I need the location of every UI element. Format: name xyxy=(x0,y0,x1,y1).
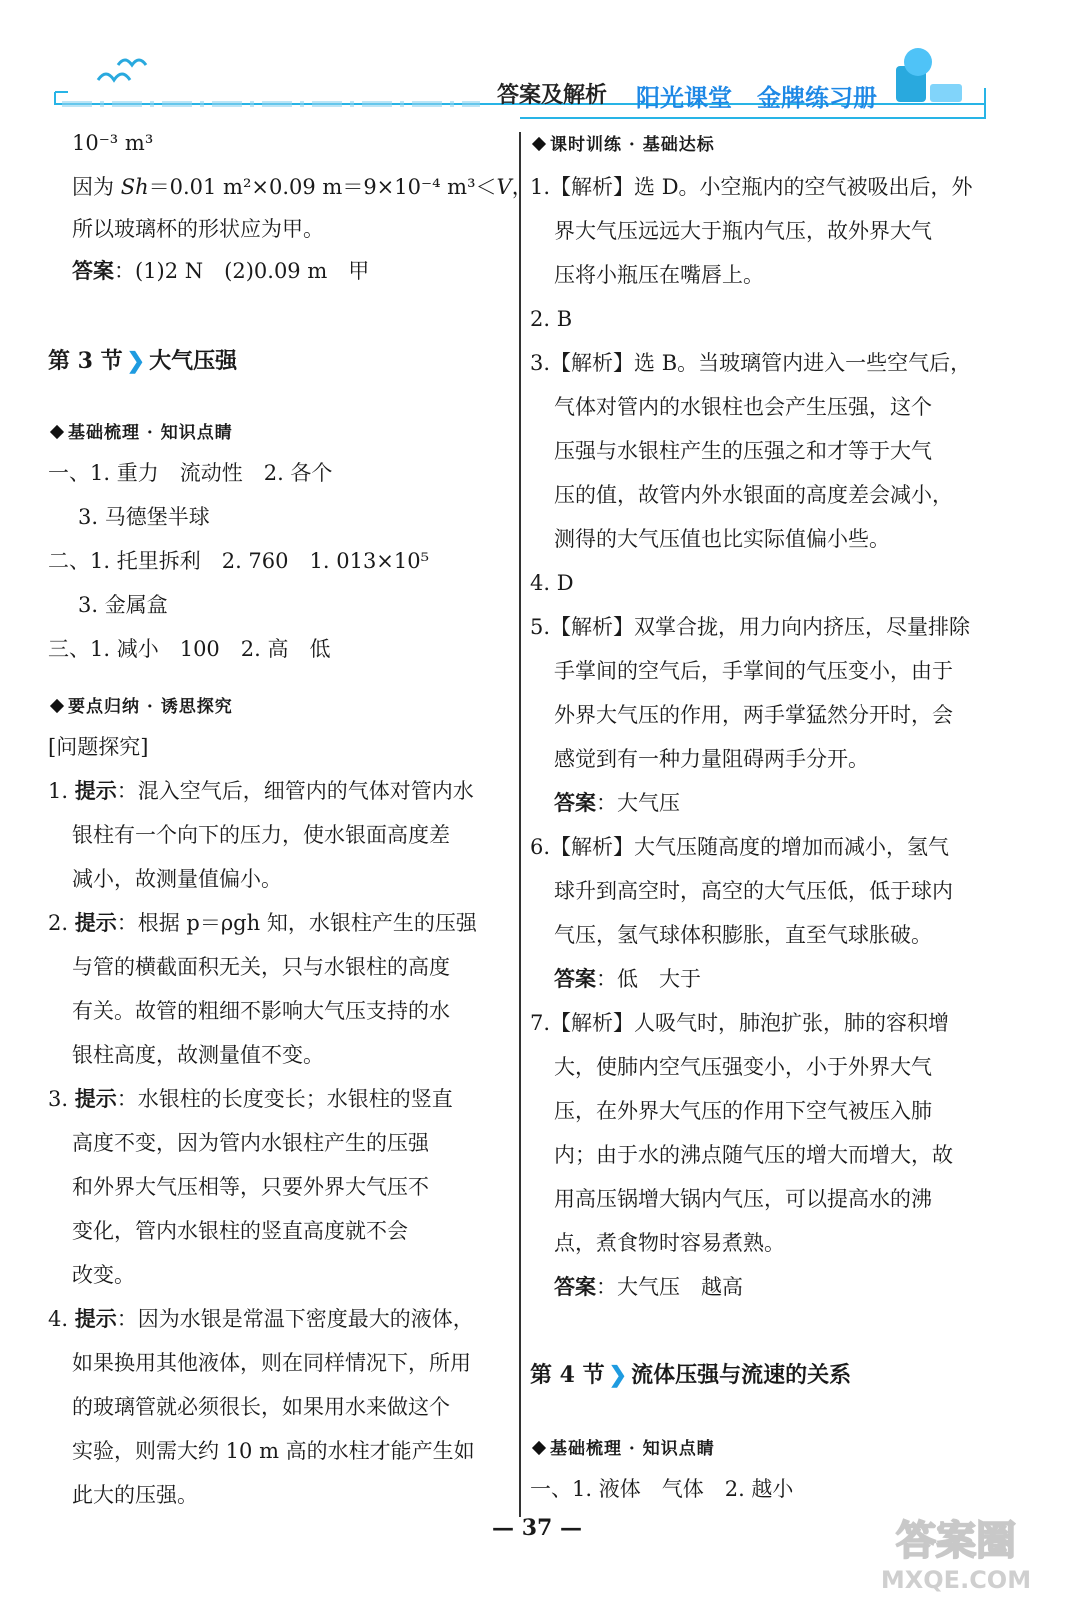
right-column xyxy=(530,128,1000,1560)
text-line: 实验，则需大约 10 m 高的水柱才能产生如 xyxy=(72,1439,475,1463)
answer-line: 答案：大气压 越高 xyxy=(554,1274,743,1299)
text-line: 测得的大气压值也比实际值偏小些。 xyxy=(554,527,890,551)
chevron-right-icon: ❯ xyxy=(608,1362,628,1388)
text-line: 4. 提示：因为水银是常温下密度最大的液体， xyxy=(48,1306,474,1331)
text-line: 3. 提示：水银柱的长度变长；水银柱的竖直 xyxy=(48,1086,453,1111)
text-line: 压强与水银柱产生的压强之和才等于大气 xyxy=(554,439,932,463)
text-line: 1.【解析】选 D。小空瓶内的空气被吸出后，外 xyxy=(530,175,973,199)
text-line: 银柱有一个向下的压力，使水银面高度差 xyxy=(72,823,450,847)
svg-text:MXQE.COM: MXQE.COM xyxy=(880,1566,1032,1594)
text-line: 如果换用其他液体，则在同样情况下，所用 xyxy=(72,1351,471,1375)
text-line: 二、1. 托里拆利 2. 760 1. 013×10⁵ xyxy=(48,549,430,573)
text-line: 外界大气压的作用，两手掌猛然分开时，会 xyxy=(554,703,953,727)
watermark-logo xyxy=(856,1506,1056,1594)
bird-icon xyxy=(118,60,146,65)
bird-icon xyxy=(98,74,130,80)
text-line: 7.【解析】人吸气时，肺泡扩张，肺的容积增 xyxy=(530,1011,950,1035)
subsection-heading: 基础梳理 · 知识点睛 xyxy=(48,418,233,448)
text-line: 2. B xyxy=(530,307,573,331)
text-line: 界大气压远远大于瓶内气压，故外界大气 xyxy=(554,219,932,243)
header-brand-1: 阳光课堂 xyxy=(636,83,732,112)
page-number: — 37 — xyxy=(492,1515,582,1541)
text-line: 有关。故管的粗细不影响大气压支持的水 xyxy=(72,999,450,1023)
text-line: 2. 提示：根据 p＝ρgh 知，水银柱产生的压强 xyxy=(48,910,477,935)
text-line: 3. 金属盒 xyxy=(78,593,168,617)
text-line: 3. 马德堡半球 xyxy=(78,505,210,529)
text-line: 的玻璃管就必须很长，如果用水来做这个 xyxy=(72,1395,450,1419)
text-line: 点，煮食物时容易煮熟。 xyxy=(554,1231,785,1255)
answer-line: 答案：(1)2 N (2)0.09 m 甲 xyxy=(72,258,370,283)
text-line: 用高压锅增大锅内气压，可以提高水的沸 xyxy=(554,1187,932,1211)
text-line: 所以玻璃杯的形状应为甲。 xyxy=(72,217,324,241)
text-line: 球升到高空时，高空的大气压低，低于球内 xyxy=(554,879,953,903)
text-line: 与管的横截面积无关，只与水银柱的高度 xyxy=(72,955,450,979)
section-heading: 第 3 节 ❯ 大气压强 xyxy=(48,348,238,374)
diamond-icon xyxy=(50,699,64,713)
text-line: 6.【解析】大气压随高度的增加而减小，氢气 xyxy=(530,835,950,859)
left-column xyxy=(48,128,533,1560)
text-line: [问题探究] xyxy=(48,735,149,759)
text-line: 一、1. 液体 气体 2. 越小 xyxy=(530,1477,794,1501)
text-line: 压，在外界大气压的作用下空气被压入肺 xyxy=(554,1099,932,1123)
text-line: 3.【解析】选 B。当玻璃管内进入一些空气后， xyxy=(530,351,972,375)
text-line: 和外界大气压相等，只要外界大气压不 xyxy=(72,1175,429,1199)
text-line: 气体对管内的水银柱也会产生压强，这个 xyxy=(554,395,932,419)
text-line: 压的值，故管内外水银面的高度差会减小， xyxy=(554,483,953,507)
text-line: 变化，管内水银柱的竖直高度就不会 xyxy=(72,1219,408,1243)
answer-line: 答案：大气压 xyxy=(554,790,680,815)
text-line: 气压，氢气球体积膨胀，直至气球胀破。 xyxy=(554,923,932,947)
text-line: 10⁻³ m³ xyxy=(72,131,154,155)
subsection-heading: 要点归纳 · 诱思探究 xyxy=(48,692,233,722)
diamond-icon xyxy=(532,1441,546,1455)
diamond-icon xyxy=(50,425,64,439)
text-line: 此大的压强。 xyxy=(72,1483,198,1507)
text-line: 手掌间的空气后，手掌间的气压变小，由于 xyxy=(554,659,953,683)
text-line: 三、1. 减小 100 2. 高 低 xyxy=(48,637,331,661)
page-header xyxy=(0,0,1074,140)
svg-text:答案圈: 答案圈 xyxy=(896,1518,1016,1564)
answer-line: 答案：低 大于 xyxy=(554,966,701,991)
text-line: 高度不变，因为管内水银柱产生的压强 xyxy=(72,1131,429,1155)
header-brand-2: 金牌练习册 xyxy=(757,83,877,112)
text-line: 减小，故测量值偏小。 xyxy=(72,867,282,891)
text-line: 因为 Sh＝0.01 m²×0.09 m＝9×10⁻⁴ m³＜V， xyxy=(72,175,533,199)
text-line: 改变。 xyxy=(72,1263,135,1287)
text-line: 银柱高度，故测量值不变。 xyxy=(72,1043,324,1067)
subsection-heading: 课时训练 · 基础达标 xyxy=(530,130,715,160)
text-line: 大，使肺内空气压强变小，小于外界大气 xyxy=(554,1055,932,1079)
chevron-right-icon: ❯ xyxy=(126,348,146,374)
header-answers-label: 答案及解析 xyxy=(497,83,608,108)
subsection-heading: 基础梳理 · 知识点睛 xyxy=(530,1434,715,1464)
text-line: 1. 提示：混入空气后，细管内的气体对管内水 xyxy=(48,778,474,803)
text-line: 内；由于水的沸点随气压的增大而增大，故 xyxy=(554,1143,953,1167)
text-line: 5.【解析】双掌合拢，用力向内挤压，尽量排除 xyxy=(530,615,971,639)
text-line: 感觉到有一种力量阻碍两手分开。 xyxy=(554,747,869,771)
diamond-icon xyxy=(532,137,546,151)
header-decoration xyxy=(0,0,1074,140)
section-heading: 第 4 节 ❯ 流体压强与流速的关系 xyxy=(530,1362,852,1388)
column-divider xyxy=(519,132,521,1517)
text-line: 一、1. 重力 流动性 2. 各个 xyxy=(48,461,333,485)
text-line: 压将小瓶压在嘴唇上。 xyxy=(554,263,764,287)
globe-icon xyxy=(896,48,962,102)
text-line: 4. D xyxy=(530,571,574,595)
